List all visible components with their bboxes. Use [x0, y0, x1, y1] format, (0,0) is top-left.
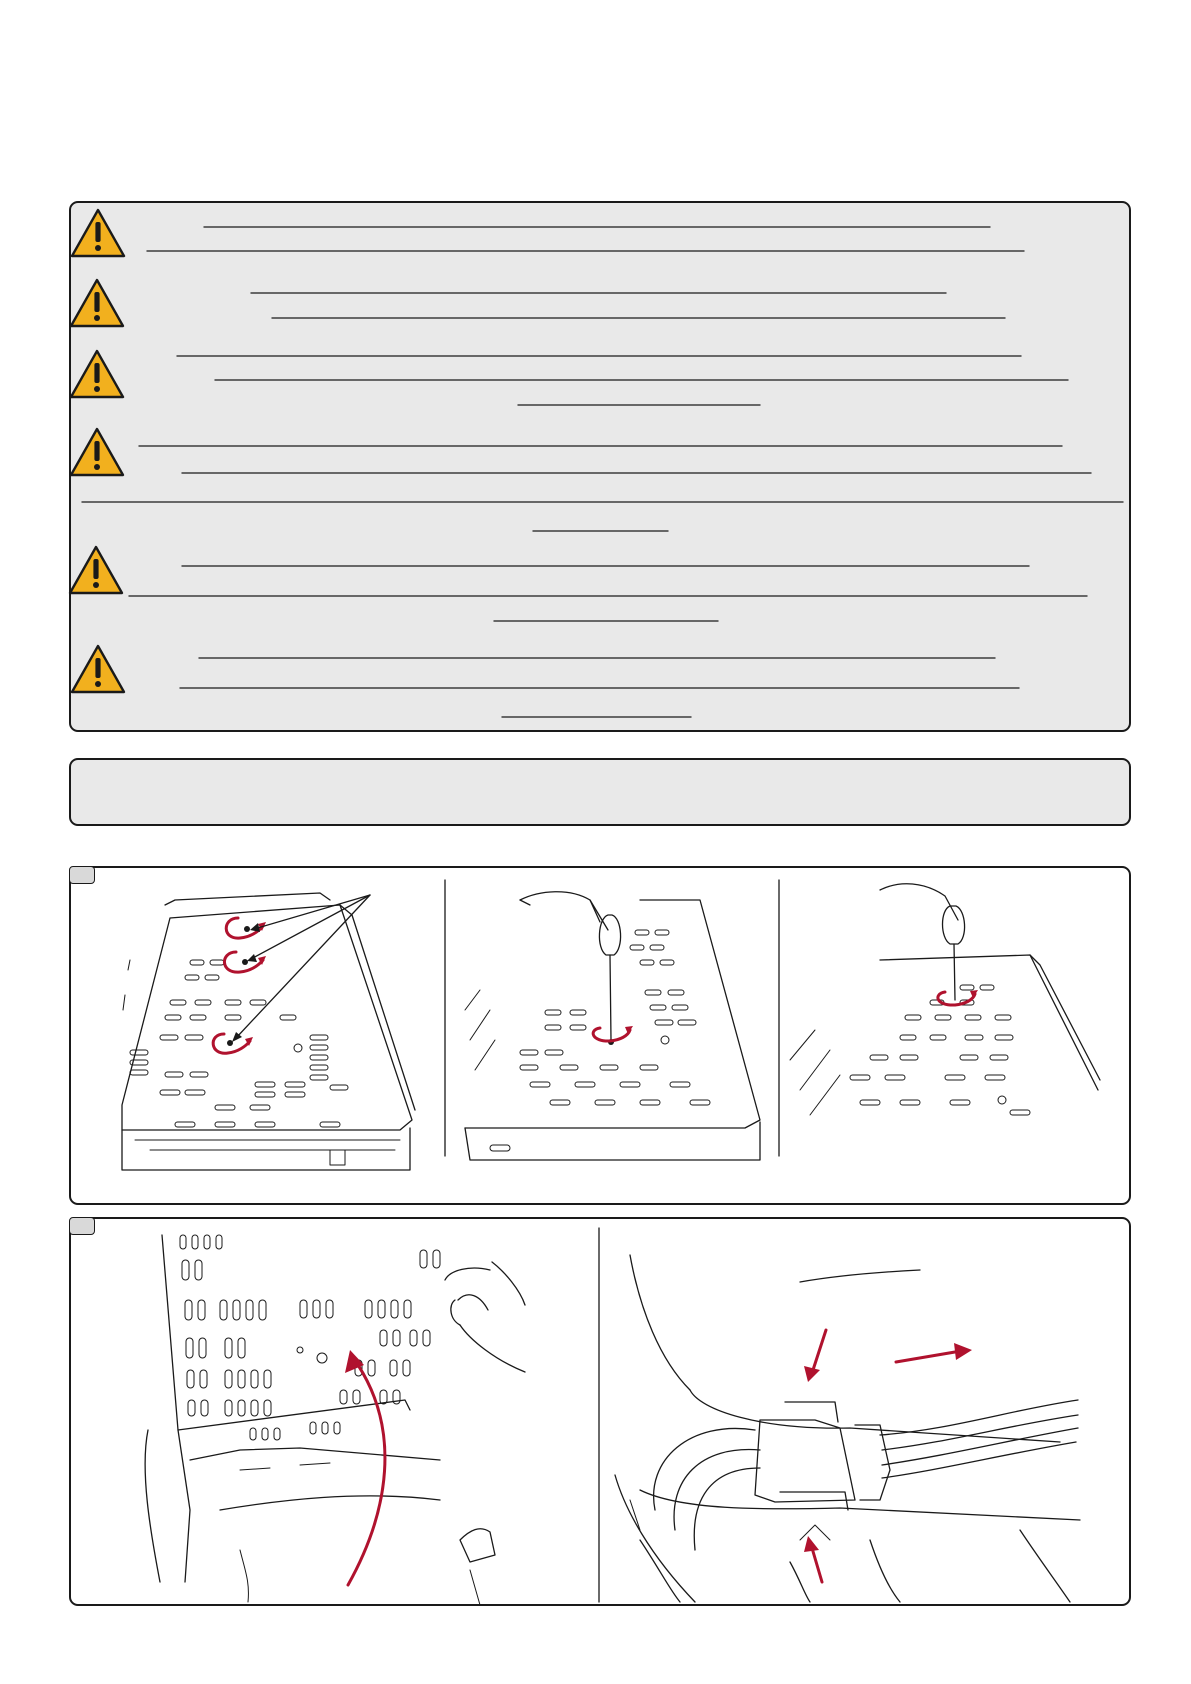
- warning-item-5: [70, 547, 1087, 621]
- figure-unscrew-center: [465, 892, 760, 1160]
- warning-item-6: [72, 646, 1019, 717]
- squeeze-arrow-icon: [804, 1330, 826, 1582]
- rotate-arrow-icon: [213, 918, 266, 1053]
- step-2-illustrations: [0, 1210, 1191, 1610]
- warning-triangle-icon: [71, 429, 123, 475]
- warning-item-3: [71, 351, 1068, 405]
- warning-item-4: [71, 429, 1123, 531]
- warning-text-lines: [0, 0, 1191, 760]
- warning-item-1: [72, 210, 1024, 256]
- rotate-arrow-icon: [593, 1026, 633, 1041]
- rotate-arrow-icon: [938, 990, 978, 1005]
- figure-disconnect-connector: [615, 1255, 1080, 1602]
- step-1-illustrations: [0, 860, 1191, 1260]
- note-panel: [69, 758, 1131, 826]
- warning-triangle-icon: [71, 280, 123, 326]
- lift-arrow-icon: [345, 1350, 385, 1585]
- warning-triangle-icon: [72, 210, 124, 256]
- warning-triangle-icon: [72, 646, 124, 692]
- figure-unscrew-top: [790, 884, 1100, 1115]
- figure-lift-panel: [145, 1235, 525, 1605]
- warning-triangle-icon: [71, 351, 123, 397]
- figure-remove-screws: [122, 893, 415, 1170]
- warning-item-2: [71, 280, 1005, 326]
- pull-arrow-icon: [896, 1343, 972, 1362]
- warning-triangle-icon: [70, 547, 122, 593]
